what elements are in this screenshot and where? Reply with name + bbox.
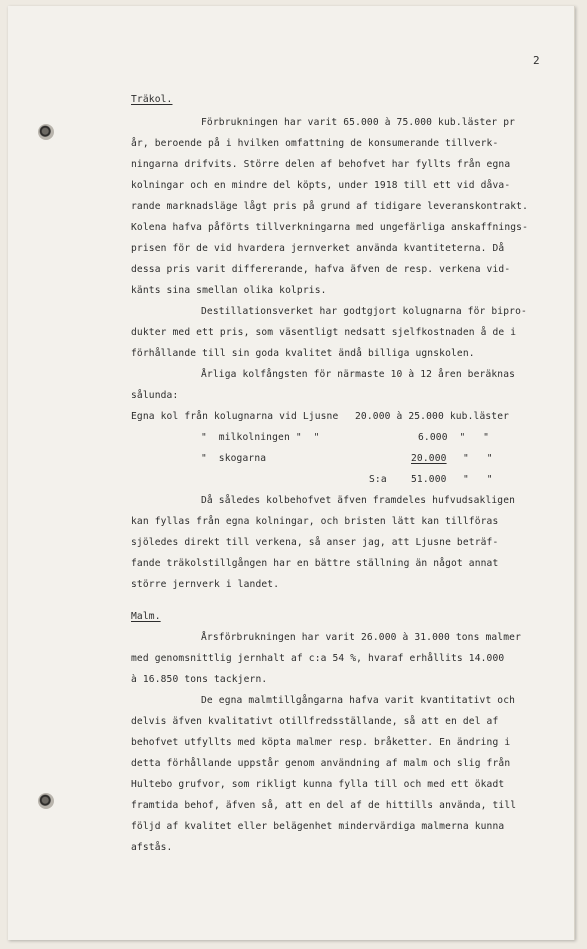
binder-hole-top (38, 124, 54, 140)
paragraph-line: prisen för de vid hvardera jernverket använda kvantiteterna. Då (131, 243, 505, 254)
paragraph-line: afstås. (131, 842, 173, 853)
table-row-suffix: " " (463, 453, 493, 464)
paragraph-line: Då således kolbehofvet äfven framdeles hufvudsakligen (201, 495, 516, 506)
paragraph-line: förhållande till sin goda kvalitet ändå billiga ugnskolen. (131, 348, 475, 359)
table-row-value: 20.000 à 25.000 kub.läster (355, 411, 510, 422)
paragraph-line: Årliga kolfångsten för närmaste 10 à 12 åren beräknas (201, 369, 516, 380)
paragraph-line: dessa pris varit differerande, hafva äfven de resp. verkena vid- (131, 264, 511, 275)
table-total-value: 51.000 (411, 474, 447, 485)
table-total-label: S:a (369, 474, 387, 485)
table-row-label: " milkolningen " " (201, 432, 320, 443)
paragraph-line: behofvet utfyllts med köpta malmer resp. bråketter. En ändring i (131, 737, 511, 748)
paragraph-line: à 16.850 tons tackjern. (131, 674, 268, 685)
paragraph-line: delvis äfven kvalitativt otillfredsställande, så att en del af (131, 716, 499, 727)
paragraph-line: med genomsnittlig jernhalt af c:a 54 %, hvaraf erhållits 14.000 (131, 653, 505, 664)
paragraph-line: Årsförbrukningen har varit 26.000 à 31.000 tons malmer (201, 632, 521, 643)
paragraph-line: framtida behof, äfven så, att en del af de hittills använda, till (131, 800, 517, 811)
paragraph-line: kolningar och en mindre del köpts, under 1918 till ett vid dåva- (131, 180, 511, 191)
paragraph-line: sjöledes direkt till verkena, så anser jag, att Ljusne beträf- (131, 537, 499, 548)
paragraph-line: dukter med ett pris, som väsentligt nedsatt sjelfkostnaden å de i (131, 327, 517, 338)
table-row-label: Egna kol från kolugnarna vid Ljusne (131, 411, 339, 422)
paragraph-line: rande marknadsläge lågt pris på grund af tidigare leveranskontrakt. (131, 201, 529, 212)
paragraph-line: år, beroende på i hvilken omfattning de konsumerande tillverk- (131, 138, 499, 149)
paragraph-line: ningarna drifvits. Större delen af behofvet har fyllts från egna (131, 159, 511, 170)
paragraph-line: kan fyllas från egna kolningar, och bristen lätt kan tillföras (131, 516, 499, 527)
binder-hole-bottom (38, 793, 54, 809)
paragraph-line: Kolena hafva påförts tillverkningarna med ungefärliga anskaffnings- (131, 222, 529, 233)
paragraph-line: Destillationsverket har godtgjort kolugnarna för bipro- (201, 306, 527, 317)
paragraph-line: Förbrukningen har varit 65.000 à 75.000 kub.läster pr (201, 117, 516, 128)
table-row-suffix: " " (463, 474, 493, 485)
page-number: 2 (533, 54, 540, 67)
section-heading-malm: Malm. (131, 611, 161, 622)
paragraph-line: Hultebo grufvor, som rikligt kunna fylla till och med ett ökadt (131, 779, 505, 790)
table-row-label: " skogarna (201, 453, 267, 464)
paragraph-line: större jernverk i landet. (131, 579, 280, 590)
paragraph-line: De egna malmtillgångarna hafva varit kvantitativt och (201, 695, 516, 706)
section-heading-trakol: Träkol. (131, 94, 173, 105)
paragraph-line: följd af kvalitet eller belägenhet mindervärdiga malmerna kunna (131, 821, 505, 832)
paragraph-line: fande träkolstillgången har en bättre ställning än något annat (131, 558, 499, 569)
paragraph-line: detta förhållande uppstår genom användning af malm och slig från (131, 758, 511, 769)
paragraph-line: känts sina smellan olika kolpris. (131, 285, 327, 296)
table-row-value: 6.000 " " (418, 432, 490, 443)
paragraph-line: sålunda: (131, 390, 179, 401)
table-row-value: 20.000 (411, 453, 447, 464)
